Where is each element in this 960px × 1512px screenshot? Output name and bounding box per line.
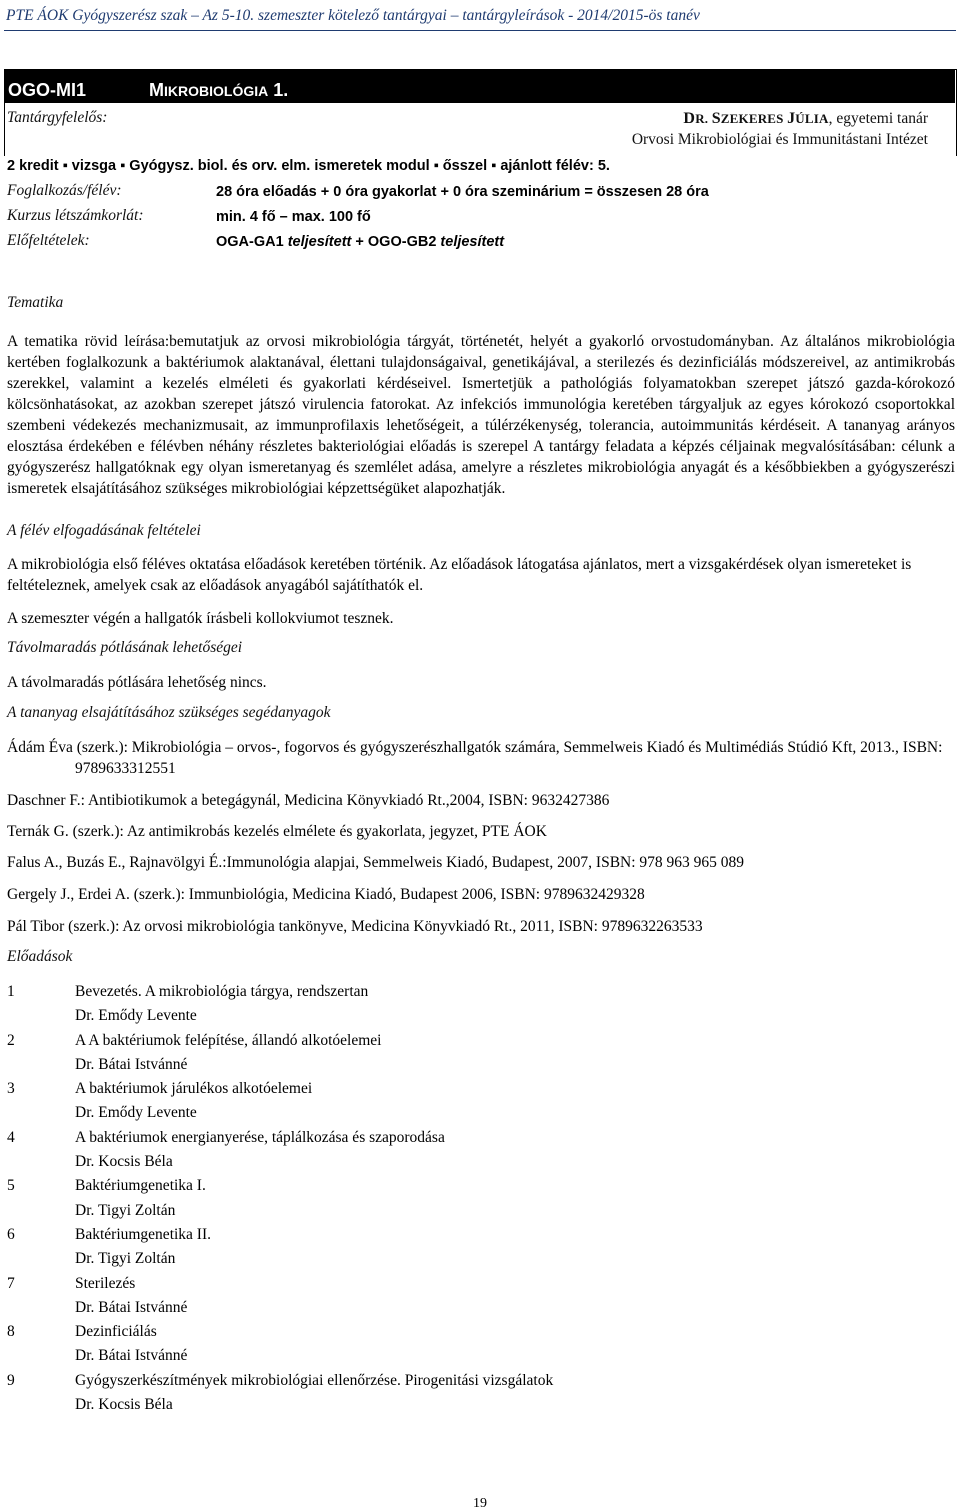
tematika-text: A tematika rövid leírása:bemutatjuk az orvosi mikrobiológia tárgyát, történetét, helyét a gyakorló orvostudományban. Az általános mikrobiológia kertében foglalkozunk a baktériumok alaktanával, élettani tulajdonságaival, genetikájával, a sterilezés és dezinficiálás módszereivel, az antimikrobás szerekkel, valamint a kezelés elméleti és gyakorlati kérdéseivel. Ismertetjük a pathológiás folyamatokban szerepet játszó gazda-kórokozó kölcsönhatásokat, az azokban szerepet játszó virulencia fatorokat. Az infekciós immunológia keretében tárgyaljuk az egyes kórokozó csoportokkal szembeni védekezés mechanizmusait, az immunprofilaxis lehetőségeit, a túlérzékenység, tolerancia, autoimmunitás kérdéseit. A tananyag arányos elosztása érdekében e félévben néhány részletes bakteriológiai előadás is szerepel A tantárgy feladata a képzés céljainak megvalósításában: célunk a gyógyszerész hallgatóknak egy olyan ismeretanyag és szemlélet adása, amelyre a részletes mikrobiológia anyagát és a későbbiekben a gyógyszerészi ismeretek elsajátításához szükséges mikrobiológiai képzettségüket alapozhatják.	[7, 333, 955, 497]
lecture-item: 8 Dezinficiálás Dr. Bátai Istvánné	[7, 1323, 188, 1365]
prereq-value: OGA-GA1 teljesített + OGO-GB2 teljesített	[216, 234, 505, 250]
reference-item: Ádám Éva (szerk.): Mikrobiológia – orvos-, fogorvos és gyógyszerészhallgatók számára, Semmelweis Kiadó és Multimédiás Stúdió Kft, 2013., ISBN: 9789633312551	[7, 739, 943, 777]
running-header: PTE ÁOK Gyógyszerész szak – Az 5-10. szemeszter kötelező tantárgyai – tantárgyleírások - 2014/2015-ös tanév	[6, 7, 700, 24]
header-rule	[4, 30, 956, 31]
course-title-bar	[5, 70, 955, 103]
responsible-name: DR. SZEKERES JÚLIA, egyetemi tanár	[683, 110, 928, 127]
responsible-label: Tantárgyfelelős:	[7, 109, 108, 126]
course-code: OGO-MI1	[8, 80, 87, 100]
reference-item: Ternák G. (szerk.): Az antimikrobás kezelés elmélete és gyakorlata, jegyzet, PTE ÁOK	[7, 823, 547, 840]
reference-item: Daschner F.: Antibiotikumok a betegágynál, Medicina Könyvkiadó Rt.,2004, ISBN: 9632427386	[7, 792, 610, 809]
reference-item: Falus A., Buzás E., Rajnavölgyi É.:Immunológia alapjai, Semmelweis Kiadó, Budapest, 2007, ISBN: 978 963 965 089	[7, 854, 745, 871]
lecture-item: 4 A baktériumok energianyerése, táplálkozása és szaporodása Dr. Kocsis Béla	[7, 1128, 445, 1171]
acceptance-title: A félév elfogadásának feltételei	[7, 522, 201, 539]
page-number: 19	[473, 1496, 487, 1511]
absence-text: A távolmaradás pótlására lehetőség nincs.	[7, 674, 267, 691]
lecture-item: 5 Baktériumgenetika I. Dr. Tigyi Zoltán	[7, 1177, 206, 1219]
lecture-item: 6 Baktériumgenetika II. Dr. Tigyi Zoltán	[7, 1225, 212, 1268]
materials-title: A tananyag elsajátításához szükséges segédanyagok	[7, 704, 331, 721]
tematika-title: Tematika	[7, 294, 64, 311]
lectures-title: Előadások	[7, 948, 73, 965]
lecture-item: 7 Sterilezés Dr. Bátai Istvánné	[7, 1274, 188, 1316]
hours-label: Foglalkozás/félév:	[7, 182, 122, 199]
exam-text: A szemeszter végén a hallgatók írásbeli kollokviumot tesznek.	[7, 610, 394, 627]
absence-title: Távolmaradás pótlásának lehetőségei	[7, 639, 243, 656]
lecture-item: 9 Gyógyszerkészítmények mikrobiológiai ellenőrzése. Pirogenitási vizsgálatok Dr. Kocsis Béla	[7, 1371, 554, 1414]
acceptance-text: A mikrobiológia első féléves oktatása előadások keretében történik. Az előadások látogatása ajánlatos, mert a vizsgakérdések olyan ismereteket is feltételeznek, amelyek csak az előadások anyagából sajátíthatók el.	[7, 556, 912, 594]
lecture-list	[7, 980, 553, 1417]
lecture-item: 3 A baktériumok járulékos alkotóelemei Dr. Emődy Levente	[7, 1080, 313, 1122]
credits-line: 2 kredit ▪ vizsga ▪ Gyógysz. biol. és orv. elm. ismeretek modul ▪ ősszel ▪ ajánlott félév: 5.	[7, 158, 610, 174]
reference-item: Pál Tibor (szerk.): Az orvosi mikrobiológia tankönyve, Medicina Könyvkiadó Rt., 2011, ISBN: 9789632263533	[7, 918, 703, 935]
responsible-block	[632, 108, 928, 150]
course-name: MIKROBIOLÓGIA 1.	[149, 80, 289, 100]
institute-name: Orvosi Mikrobiológiai és Immunitástani Intézet	[631, 131, 928, 148]
lecture-item: 1 Bevezetés. A mikrobiológia tárgya, rendszertan Dr. Emődy Levente	[7, 983, 369, 1025]
prereq-label: Előfeltételek:	[7, 232, 90, 249]
limit-value: min. 4 fő – max. 100 fő	[216, 209, 371, 225]
limit-label: Kurzus létszámkorlát:	[7, 207, 144, 224]
reference-item: Gergely J., Erdei A. (szerk.): Immunbiológia, Medicina Kiadó, Budapest 2006, ISBN: 9789632429328	[7, 886, 645, 903]
hours-value: 28 óra előadás + 0 óra gyakorlat + 0 óra szeminárium = összesen 28 óra	[216, 184, 709, 200]
lecture-item: 2 A A baktériumok felépítése, állandó alkotóelemei Dr. Bátai Istvánné	[7, 1031, 382, 1073]
